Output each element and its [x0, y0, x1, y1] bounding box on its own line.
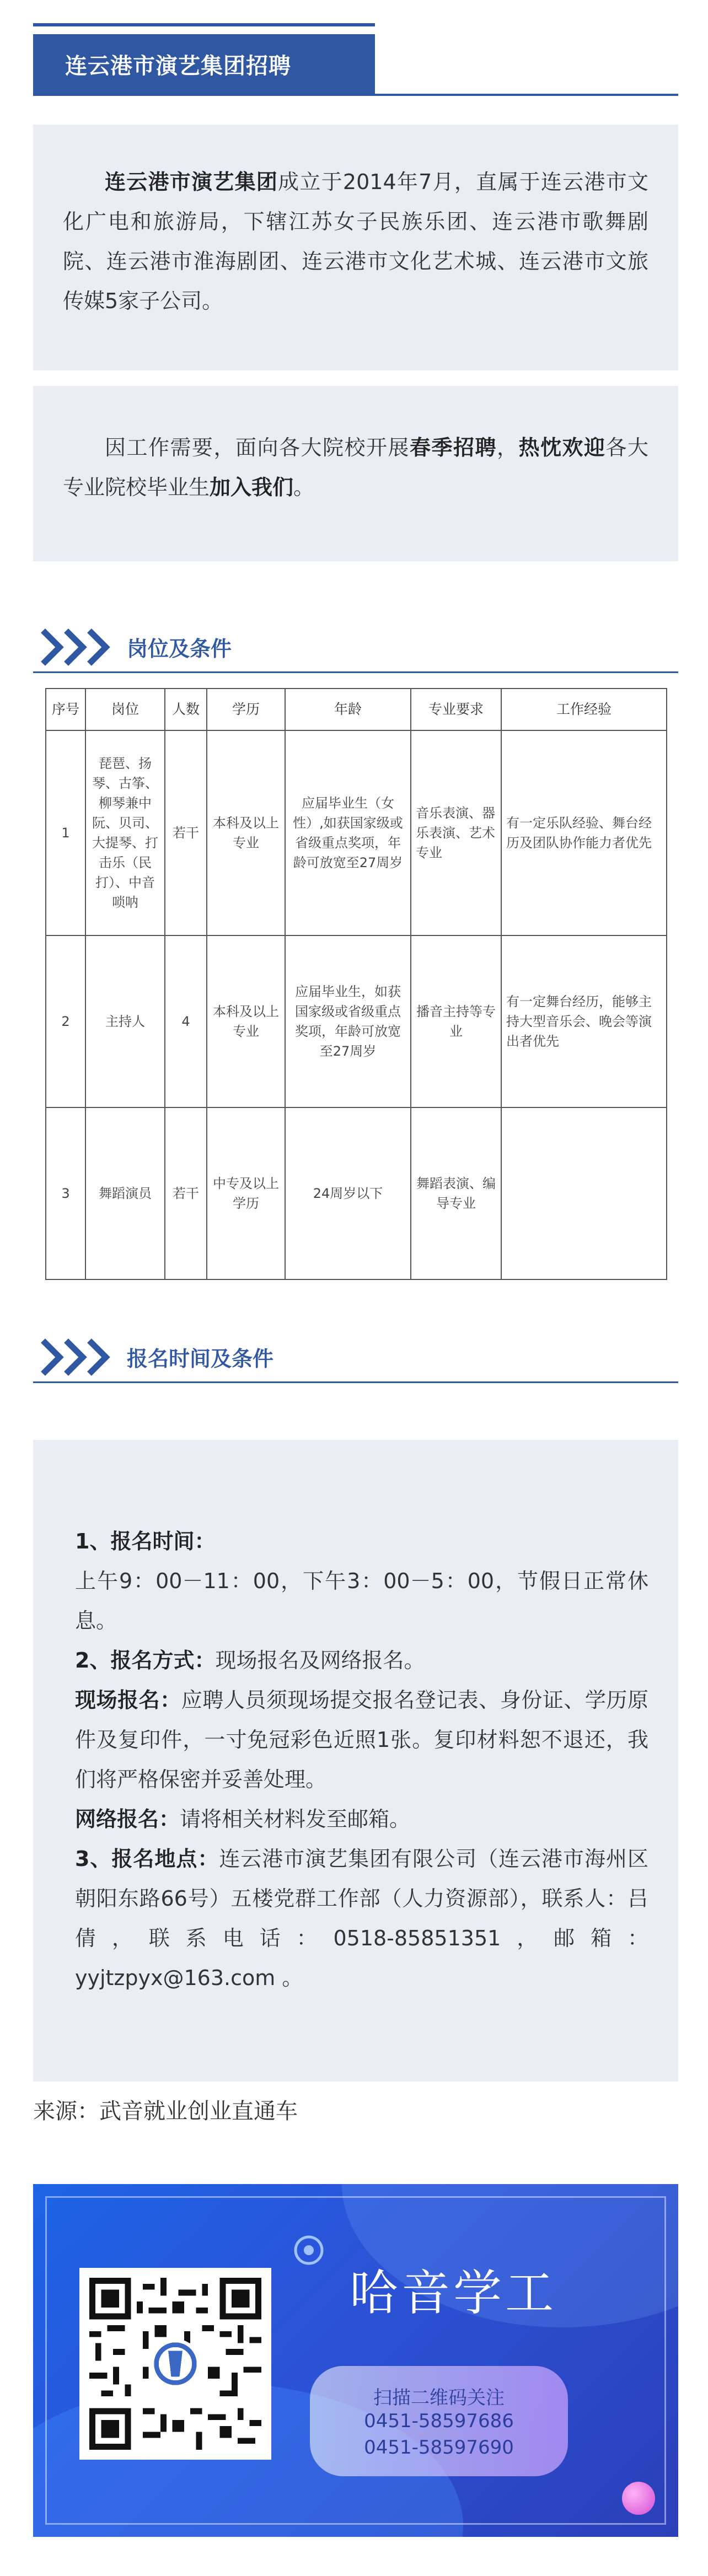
cell-age: 应届毕业生，如获国家级或省级重点奖项，年龄可放宽至27周岁 [285, 935, 411, 1107]
th-count: 人数 [165, 689, 207, 730]
cell-edu: 本科及以上专业 [207, 935, 285, 1107]
th-no: 序号 [46, 689, 85, 730]
apply-place-label: 3、报名地点： [75, 1847, 219, 1871]
cell-no: 2 [46, 935, 85, 1107]
apply-time-label-text: 1、报名时间： [75, 1529, 216, 1553]
cell-no: 1 [46, 730, 85, 935]
notice-panel [33, 386, 678, 561]
intro-text: 成立于2014年7月，直属于连云港市文化广电和旅游局，下辖江苏女子民族乐团、连云港市歌舞剧院、连云港市淮海剧团、连云港市文化艺术城、连云港市文旅传媒5家子公司。 [63, 170, 648, 313]
apply-time-label [75, 1521, 648, 1561]
apply-onsite-text: 应聘人员须现场提交报名登记表、身份证、学历原件及复印件，一寸免冠彩色近照1张。复印材料恕不退还，我们将严格保密并妥善处理。 [75, 1688, 648, 1792]
notice-text-1: 因工作需要，面向各大院校开展 [105, 435, 410, 460]
apply-method [75, 1641, 648, 1680]
notice-text-3: 各大专业院校毕业生 [63, 435, 648, 499]
apply-time-text: 上午9：00－11：00，下午3：00－5：00，节假日正常休息。 [75, 1569, 648, 1633]
header-top-rule [33, 23, 375, 26]
th-major: 专业要求 [411, 689, 501, 730]
apply-online-text: 请将相关材料发至邮箱。 [180, 1807, 411, 1831]
cell-count: 若干 [165, 730, 207, 935]
contact-pill [310, 2366, 568, 2476]
section-apply-title: 报名时间及条件 [127, 1347, 274, 1371]
qr-code-icon[interactable] [79, 2268, 271, 2460]
cell-exp: 有一定舞台经历，能够主持大型音乐会、晚会等演出者优先 [501, 935, 667, 1107]
scan-follow-text: 扫描二维码关注 [373, 2387, 505, 2409]
banner-brand-title: 哈音学工 [350, 2265, 557, 2321]
apply-method-text: 现场报名及网络报名。 [215, 1648, 425, 1672]
positions-table [45, 688, 667, 1280]
cell-edu: 本科及以上专业 [207, 730, 285, 935]
section-apply-underline [33, 1381, 678, 1383]
cell-post: 琵琶、扬琴、古筝、柳琴兼中阮、贝司、大提琴、打击乐（民打）、中音唢呐 [85, 730, 165, 935]
decorative-sphere [622, 2482, 655, 2515]
table-header-row [46, 689, 667, 730]
follow-banner [33, 2184, 678, 2537]
th-edu: 学历 [207, 689, 285, 730]
qr-code-pattern [89, 2278, 261, 2450]
apply-place-text: 连云港市演艺集团有限公司（连云港市海州区朝阳东路66号）五楼党群工作部（人力资源部），联系人：吕倩，联系电话：0518-85851351，邮箱：yyjtzpyx@163.com 。 [75, 1847, 648, 1990]
source-line: 来源：武音就业创业直通车 [33, 2099, 298, 2124]
notice-text-2: ， [496, 435, 519, 460]
apply-online [75, 1799, 648, 1839]
table-row [46, 935, 667, 1107]
cell-post: 舞蹈演员 [85, 1107, 165, 1279]
th-age: 年龄 [285, 689, 411, 730]
intro-panel [33, 125, 678, 370]
notice-text-4: 。 [293, 475, 315, 499]
section-apply-header [33, 1333, 678, 1383]
th-exp: 工作经验 [501, 689, 667, 730]
table-row [46, 1107, 667, 1279]
cell-exp: 有一定乐队经验、舞台经历及团队协作能力者优先 [501, 730, 667, 935]
cell-major: 舞蹈表演、编导专业 [411, 1107, 501, 1279]
cell-count: 4 [165, 935, 207, 1107]
apply-onsite [75, 1680, 648, 1799]
th-post: 岗位 [85, 689, 165, 730]
section-positions-title: 岗位及条件 [127, 637, 232, 661]
cell-major: 音乐表演、器乐表演、艺术专业 [411, 730, 501, 935]
notice-paragraph [63, 428, 648, 507]
apply-method-label: 2、报名方式： [75, 1648, 216, 1672]
notice-bold-1: 春季招聘 [409, 435, 497, 460]
intro-org-name: 连云港市演艺集团 [105, 170, 278, 194]
page-title: 连云港市演艺集团招聘 [33, 34, 375, 94]
cell-count: 若干 [165, 1107, 207, 1279]
table-row [46, 730, 667, 935]
phone-2: 0451-58597690 [364, 2437, 514, 2459]
chevrons-right-icon [39, 1335, 116, 1379]
chevrons-right-icon [39, 625, 116, 669]
cell-no: 3 [46, 1107, 85, 1279]
target-ring-icon [292, 2234, 325, 2267]
apply-online-label: 网络报名： [75, 1807, 180, 1831]
cell-edu: 中专及以上学历 [207, 1107, 285, 1279]
header-underline [33, 94, 678, 96]
notice-bold-3: 加入我们 [210, 475, 294, 499]
apply-place [75, 1839, 648, 1998]
cell-age: 24周岁以下 [285, 1107, 411, 1279]
section-positions-underline [33, 671, 678, 673]
cell-age: 应届毕业生（女性）,如获国家级或省级重点奖项，年龄可放宽至27周岁 [285, 730, 411, 935]
intro-paragraph [63, 162, 648, 321]
apply-panel [33, 1440, 678, 2082]
phone-1: 0451-58597686 [364, 2410, 514, 2432]
cell-exp [501, 1107, 667, 1279]
cell-major: 播音主持等专业 [411, 935, 501, 1107]
cell-post: 主持人 [85, 935, 165, 1107]
notice-bold-2: 热忱欢迎 [518, 435, 606, 460]
section-positions-header [33, 623, 678, 673]
apply-onsite-label: 现场报名： [75, 1688, 181, 1712]
